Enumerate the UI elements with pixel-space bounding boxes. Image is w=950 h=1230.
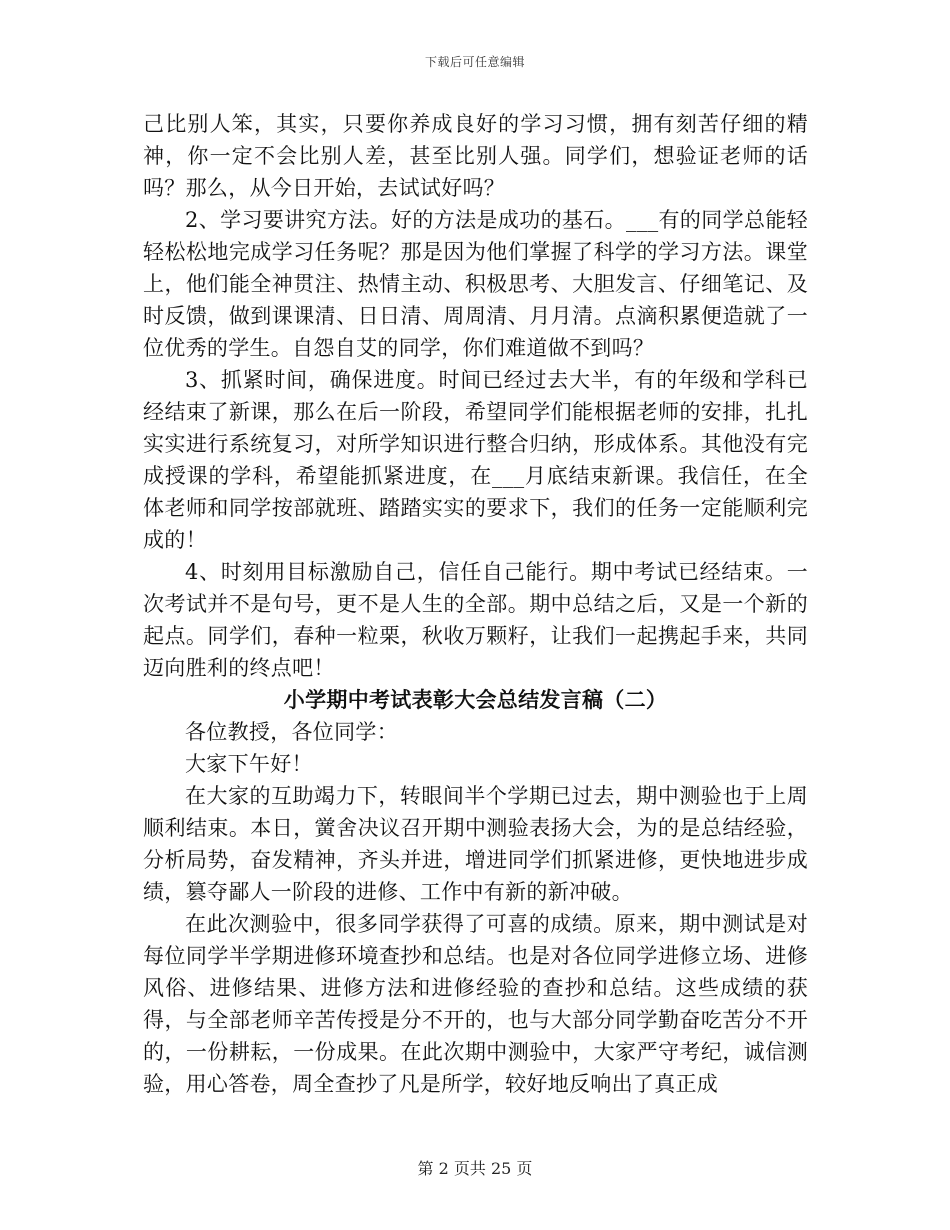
page-header: 下载后可任意编辑 <box>424 55 525 69</box>
paragraph-intro: 在大家的互助竭力下，转眼间半个学期已过去，期中测验也于上周顺利结束。本日，黉舍决议召开期中测验表扬大会，为的是总结经验，分析局势，奋发精神，齐头并进，增进同学们抓紧进修，更快地进步成绩，篡夺鄙人一阶段的进修、工作中有新的新冲破。 <box>143 784 808 904</box>
paragraph-point-4: 4、时刻用目标激励自己，信任自己能行。期中考试已经结束。一次考试并不是句号，更不是人生的全部。期中总结之后，又是一个新的起点。同学们，春种一粒栗，秋收万颗籽，让我们一起携起手来，共同迈向胜利的终点吧！ <box>143 560 808 680</box>
paragraph-achievements: 在此次测验中，很多同学获得了可喜的成绩。原来，期中测试是对每位同学半学期进修环境查抄和总结。也是对各位同学进修立场、进修风俗、进修结果、进修方法和进修经验的查抄和总结。这些成绩的获得，与全部老师辛苦传授是分不开的，也与大部分同学勤奋吃苦分不开的，一份耕耘，一份成果。在此次期中测验中，大家严守考纪，诚信测验，用心答卷，周全查抄了凡是所学，较好地反响出了真正成 <box>143 912 808 1096</box>
page-footer: 第 2 页共 25 页 <box>417 1159 533 1178</box>
greeting: 大家下午好！ <box>185 752 313 776</box>
document-body <box>143 108 808 1100</box>
paragraph-point-3: 3、抓紧时间，确保进度。时间已经过去大半，有的年级和学科已经结束了新课，那么在后一阶段，希望同学们能根据老师的安排，扎扎实实进行系统复习，对所学知识进行整合归纳，形成体系。其他没有完成授课的学科，希望能抓紧进度，在___月底结束新课。我信任，在全体老师和同学按部就班、踏踏实实的要求下，我们的任务一定能顺利完成的！ <box>143 368 808 552</box>
salutation: 各位教授，各位同学： <box>185 720 398 744</box>
section-title: 小学期中考试表彰大会总结发言稿（二） <box>283 687 668 712</box>
paragraph-point-2: 2、学习要讲究方法。好的方法是成功的基石。___有的同学总能轻轻松松地完成学习任务呢？那是因为他们掌握了科学的学习方法。课堂上，他们能全神贯注、热情主动、积极思考、大胆发言、仔细笔记、及时反馈，做到课课清、日日清、周周清、月月清。点滴积累便造就了一位优秀的学生。自怨自艾的同学，你们难道做不到吗？ <box>143 208 808 360</box>
paragraph-continuation: 己比别人笨，其实，只要你养成良好的学习习惯，拥有刻苦仔细的精神，你一定不会比别人差，甚至比别人强。同学们，想验证老师的话吗？那么，从今日开始，去试试好吗？ <box>143 112 808 200</box>
